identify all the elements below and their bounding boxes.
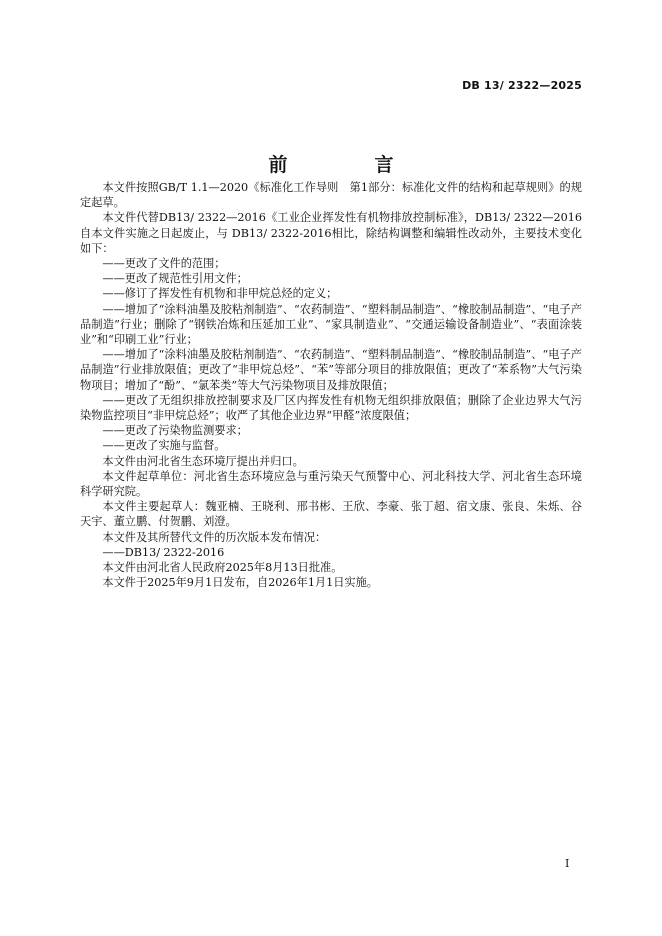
change-item-supervision: ——更改了实施与监督。 bbox=[102, 439, 226, 453]
standard-code: DB 13/ 2322—2025 bbox=[462, 79, 582, 92]
change-item-industries: ——增加了“涂料油墨及胶粘剂制造”、“农药制造”、“塑料制品制造”、“橡胶制品制造”、“电子产品制造”行业；删除了“钢铁冶炼和压延加工业”、“家具制造业”、“交通运输设备制造业”、“表面涂装业”和“印刷工业”行业； bbox=[80, 302, 582, 347]
paragraph-drafting-basis: 本文件按照GB/T 1.1—2020《标准化工作导则 第1部分：标准化文件的结构和起草规则》的规定起草。 bbox=[80, 181, 582, 210]
paragraph-approval: 本文件由河北省人民政府2025年8月13日批准。 bbox=[102, 561, 343, 575]
change-item-scope: ——更改了文件的范围； bbox=[102, 257, 226, 271]
change-item-fugitive-control: ——更改了无组织排放控制要求及厂区内挥发性有机物无组织排放限值；删除了企业边界大气污染物监控项目“非甲烷总烃”；收严了其他企业边界“甲醛”浓度限值； bbox=[80, 393, 582, 423]
paragraph-version-history: 本文件及其所替代文件的历次版本发布情况： bbox=[102, 530, 327, 544]
change-item-normative-references: ——更改了规范性引用文件； bbox=[102, 272, 248, 286]
paragraph-drafters: 本文件主要起草人：魏亚楠、王晓利、邢书彬、王欣、李豪、张丁超、宿文康、张良、朱烁、谷天宇、董立鹏、付贺鹏、刘澄。 bbox=[80, 500, 582, 529]
paragraph-drafting-units: 本文件起草单位：河北省生态环境应急与重污染天气预警中心、河北科技大学、河北省生态环境科学研究院。 bbox=[80, 469, 582, 499]
foreword-body bbox=[80, 180, 582, 590]
change-item-emission-limits: ——增加了“涂料油墨及胶粘剂制造”、“农药制造”、“塑料制品制造”、“橡胶制品制造”、“电子产品制造”行业排放限值；更改了“非甲烷总烃”、“苯”等部分项目的排放限值；更改了“苯系物”大气污染物项目；增加了“酚”、“氯苯类”等大气污染物项目及排放限值； bbox=[80, 348, 582, 392]
change-item-definitions: ——修订了挥发性有机物和非甲烷总烃的定义； bbox=[102, 287, 338, 301]
paragraph-replacement: 本文件代替DB13/ 2322—2016《工业企业挥发性有机物排放控制标准》，DB13/ 2322—2016自本文件实施之日起废止，与 DB13/ 2322-2016相比，除结构调整和编辑性改动外，主要技术变化如下： bbox=[80, 211, 582, 255]
version-item: ——DB13/ 2322-2016 bbox=[102, 545, 225, 559]
page-number: I bbox=[565, 857, 570, 870]
change-item-monitoring: ——更改了污染物监测要求； bbox=[102, 424, 248, 438]
page-title: 前 言 bbox=[268, 154, 428, 176]
paragraph-proposer: 本文件由河北省生态环境厅提出并归口。 bbox=[102, 454, 304, 468]
paragraph-publication: 本文件于2025年9月1日发布，自2026年1月1日实施。 bbox=[102, 576, 378, 590]
